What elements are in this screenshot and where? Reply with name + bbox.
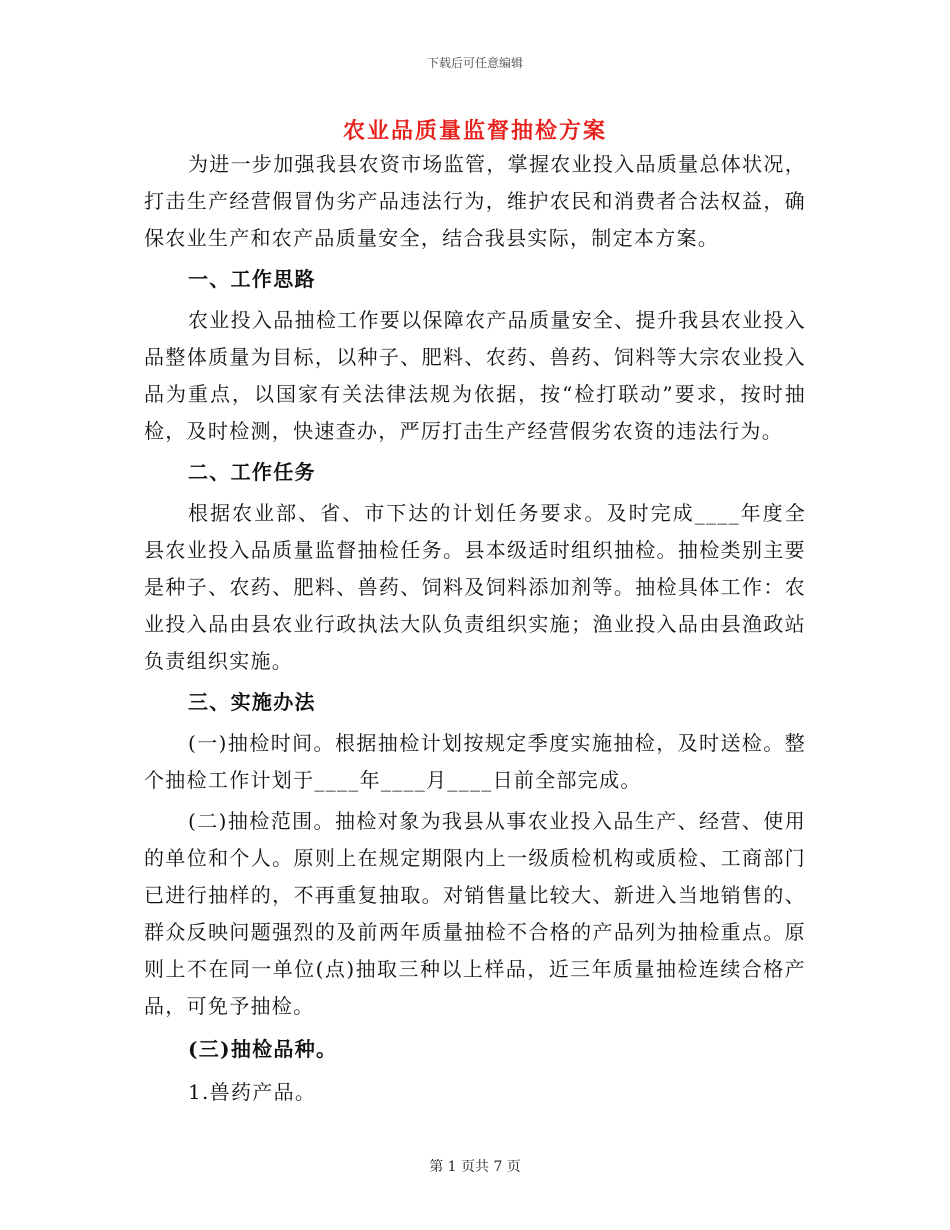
subsection-heading-3: (三)抽检品种。 <box>188 1037 338 1061</box>
subsection-2-paragraph: (二)抽检范围。抽检对象为我县从事农业投入品生产、经营、使用的单位和个人。原则上在规定期限内上一级质检机构或质检、工商部门已进行抽样的，不再重复抽取。对销售量比较大、新进入当地销售的、群众反映问题强烈的及前两年质量抽检不合格的产品列为抽检重点。原则上不在同一单位(点)抽取三种以上样品，近三年质量抽检连续合格产品，可免予抽检。 <box>144 809 806 1018</box>
document-title: 农业品质量监督抽检方案 <box>342 118 607 144</box>
intro-paragraph: 为进一步加强我县农资市场监管，掌握农业投入品质量总体状况，打击生产经营假冒伪劣产品违法行为，维护农民和消费者合法权益，确保农业生产和农产品质量安全，结合我县实际，制定本方案。 <box>144 152 806 250</box>
section-2-paragraph: 根据农业部、省、市下达的计划任务要求。及时完成____年度全县农业投入品质量监督抽检任务。县本级适时组织抽检。抽检类别主要是种子、农药、肥料、兽药、饲料及饲料添加剂等。抽检具体工作：农业投入品由县农业行政执法大队负责组织实施；渔业投入品由县渔政站负责组织实施。 <box>144 501 806 673</box>
subsection-1-paragraph: (一)抽检时间。根据抽检计划按规定季度实施抽检，及时送检。整个抽检工作计划于____年____月____日前全部完成。 <box>144 731 806 792</box>
page-number: 第 1 页共 7 页 <box>429 1159 521 1175</box>
section-heading-3: 三、实施办法 <box>188 690 316 714</box>
section-heading-2: 二、工作任务 <box>188 460 316 484</box>
document-body <box>144 146 806 1111</box>
list-item-1: 1.兽药产品。 <box>188 1080 317 1104</box>
header-note: 下载后可任意编辑 <box>426 56 523 70</box>
section-heading-1: 一、工作思路 <box>188 267 316 291</box>
section-1-paragraph: 农业投入品抽检工作要以保障农产品质量安全、提升我县农业投入品整体质量为目标，以种子、肥料、农药、兽药、饲料等大宗农业投入品为重点，以国家有关法律法规为依据，按“检打联动”要求，按时抽检，及时检测，快速查办，严厉打击生产经营假劣农资的违法行为。 <box>144 308 806 443</box>
